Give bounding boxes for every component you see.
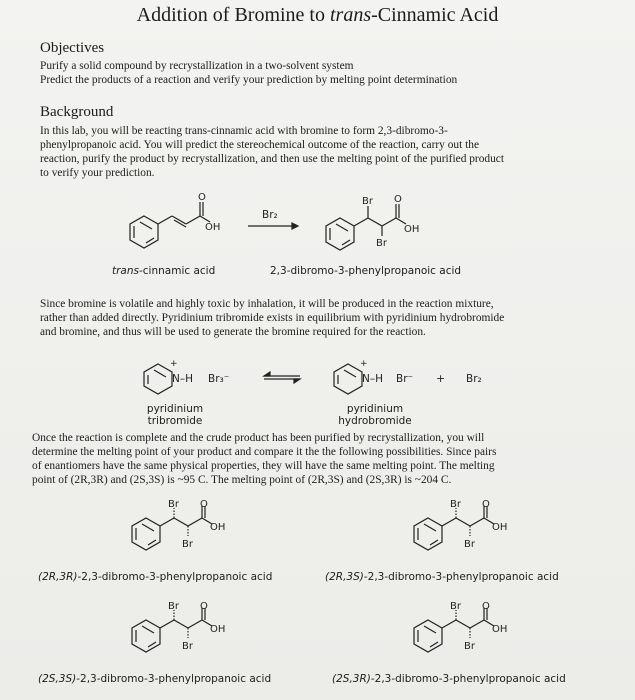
bromine-paragraph-line: Since bromine is volatile and highly toxic by inhalation, it will be produced in the reaction mixture, xyxy=(40,298,494,310)
carbonyl-o-label: O xyxy=(200,499,208,510)
objectives-heading: Objectives xyxy=(40,40,105,56)
nh-label: N–H xyxy=(362,373,383,385)
bromine-label: Br xyxy=(376,238,387,249)
carbonyl-o-label: O xyxy=(482,499,490,510)
stereoisomer-caption-2r3s: (2R,3S)-2,3-dibromo-3-phenylpropanoic acid xyxy=(325,571,559,583)
objective-line: Purify a solid compound by recrystallization in a two-solvent system xyxy=(40,60,354,72)
bromine-label: Br xyxy=(450,499,461,510)
melting-paragraph-line: Once the reaction is complete and the crude product has been purified by recrystallization, you will xyxy=(32,432,485,444)
background-line: phenylpropanoic acid. You will predict the stereochemical outcome of the reaction, carry out the xyxy=(40,139,480,151)
carbonyl-o-label: O xyxy=(198,192,206,203)
bromine-label: Br₂ xyxy=(466,373,482,385)
plus-sign: + xyxy=(436,372,446,385)
reactant-caption: trans-cinnamic acid xyxy=(112,265,216,277)
carbonyl-o-label: O xyxy=(200,601,208,612)
reaction-scheme-diagram xyxy=(0,180,635,270)
melting-paragraph-line: determine the melting point of your product and compare it the the following possibilities. Since pairs xyxy=(32,446,497,458)
background-heading: Background xyxy=(40,104,114,120)
bromine-label: Br xyxy=(450,601,461,612)
oh-label: OH xyxy=(205,222,221,233)
tribromide-label: Br₃⁻ xyxy=(208,373,230,385)
background-line: reaction, purify the product by recrystallization, and then use the melting point of the purified product xyxy=(40,153,505,165)
bromine-label: Br xyxy=(182,539,193,550)
background-line: In this lab, you will be reacting trans-cinnamic acid with bromine to form 2,3-dibromo-3- xyxy=(40,125,448,137)
bromine-paragraph-line: and bromine, and thus will be used to generate the bromine required for the reaction. xyxy=(40,326,426,338)
stereoisomer-caption-2s3r: (2S,3R)-2,3-dibromo-3-phenylpropanoic acid xyxy=(332,673,566,685)
bromine-label: Br xyxy=(464,539,475,550)
dibromo-product-structure xyxy=(326,204,406,250)
reagent-label: Br₂ xyxy=(262,209,278,221)
oh-label: OH xyxy=(210,522,226,533)
page-title: Addition of Bromine to trans-Cinnamic Acid xyxy=(136,4,499,26)
equilibrium-diagram xyxy=(0,352,635,402)
oh-label: OH xyxy=(492,624,508,635)
bromine-label: Br xyxy=(168,499,179,510)
bromine-label: Br xyxy=(362,196,373,207)
bromine-label: Br xyxy=(182,641,193,652)
stereoisomer-caption-2r3r: (2R,3R)-2,3-dibromo-3-phenylpropanoic acid xyxy=(38,571,273,583)
oh-label: OH xyxy=(404,224,420,235)
melting-paragraph-line: point of (2R,3R) and (2S,3S) is ~95 C. The melting point of (2R,3S) and (2S,3R) is ~204 C. xyxy=(32,474,452,486)
oh-label: OH xyxy=(210,624,226,635)
stereoisomer-caption-2s3s: (2S,3S)-2,3-dibromo-3-phenylpropanoic acid xyxy=(38,673,272,685)
bromine-label: Br xyxy=(464,641,475,652)
melting-paragraph-line: of enantiomers have the same physical properties, they will have the same melting point. The melting xyxy=(32,460,495,472)
pyridinium-hydrobromide-caption: pyridinium hydrobromide xyxy=(338,403,412,427)
objective-line: Predict the products of a reaction and verify your prediction by melting point determination xyxy=(40,74,458,86)
bromide-label: Br⁻ xyxy=(396,373,414,385)
product-caption: 2,3-dibromo-3-phenylpropanoic acid xyxy=(270,265,462,277)
bromine-paragraph-line: rather than added directly. Pyridinium tribromide exists in equilibrium with pyridinium hydrobromide xyxy=(40,312,505,324)
positive-charge: + xyxy=(360,359,368,369)
pyridinium-tribromide-caption: pyridinium tribromide xyxy=(146,403,204,427)
cinnamic-acid-structure xyxy=(130,202,210,248)
carbonyl-o-label: O xyxy=(482,601,490,612)
background-line: to verify your prediction. xyxy=(40,167,155,179)
nh-label: N–H xyxy=(172,373,193,385)
positive-charge: + xyxy=(170,359,178,369)
carbonyl-o-label: O xyxy=(394,194,402,205)
bromine-label: Br xyxy=(168,601,179,612)
oh-label: OH xyxy=(492,522,508,533)
